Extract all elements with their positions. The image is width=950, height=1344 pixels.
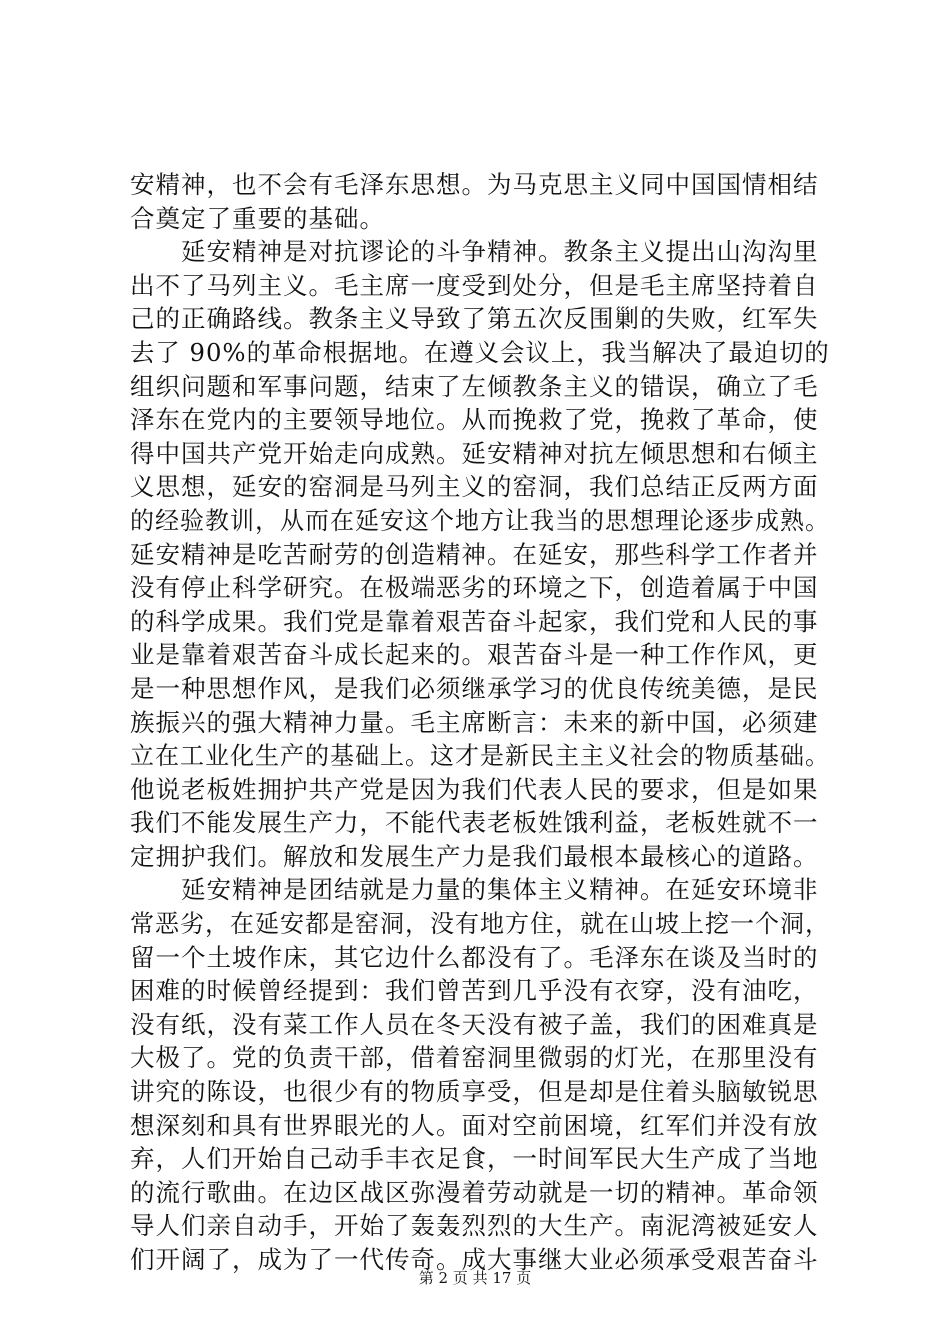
text-line: 业是靠着艰苦奋斗成长起来的。艰苦奋斗是一种工作作风，更 xyxy=(130,640,819,670)
body-text xyxy=(130,168,830,1277)
text-line: 们开阔了，成为了一代传奇。成大事继大业必须承受艰苦奋斗 xyxy=(130,1245,819,1274)
text-line: 困难的时候曾经提到：我们曾苦到几乎没有衣穿，没有油吃， xyxy=(130,976,819,1006)
text-line: 定拥护我们。解放和发展生产力是我们最根本最核心的道路。 xyxy=(130,841,819,871)
text-line: 组织问题和军事问题，结束了左倾教条主义的错误，确立了毛 xyxy=(130,371,819,401)
text-line: 立在工业化生产的基础上。这才是新民主主义社会的物质基础。 xyxy=(130,741,830,771)
text-line: 导人们亲自动手，开始了轰轰烈烈的大生产。南泥湾被延安人 xyxy=(130,1211,819,1241)
text-line: 的科学成果。我们党是靠着艰苦奋斗起家，我们党和人民的事 xyxy=(130,606,819,636)
text-line: 弃，人们开始自己动手丰衣足食，一时间军民大生产成了当地 xyxy=(130,1144,819,1174)
text-line: 留一个土坡作床，其它边什么都没有了。毛泽东在谈及当时的 xyxy=(130,942,819,972)
text-line: 他说老板姓拥护共产党是因为我们代表人民的要求，但是如果 xyxy=(130,774,819,804)
text-line: 没有停止科学研究。在极端恶劣的环境之下，创造着属于中国 xyxy=(130,573,819,603)
text-line: 得中国共产党开始走向成熟。延安精神对抗左倾思想和右倾主 xyxy=(130,438,819,468)
text-line: 安精神，也不会有毛泽东思想。为马克思主义同中国国情相结 xyxy=(130,170,819,199)
text-line: 延安精神是吃苦耐劳的创造精神。在延安，那些科学工作者并 xyxy=(130,539,819,569)
text-line: 出不了马列主义。毛主席一度受到处分，但是毛主席坚持着自 xyxy=(130,270,819,300)
text-line: 是一种思想作风，是我们必须继承学习的优良传统美德，是民 xyxy=(130,673,819,703)
text-line: 己的正确路线。教条主义导致了第五次反围剿的失败，红军失 xyxy=(130,304,819,334)
text-line: 族振兴的强大精神力量。毛主席断言：未来的新中国，必须建 xyxy=(130,707,819,737)
text-line: 去了 90%的革命根据地。在遵义会议上，我当解决了最迫切的 xyxy=(130,337,830,367)
text-line: 义思想，延安的窑洞是马列主义的窑洞，我们总结正反两方面 xyxy=(130,472,819,502)
text-line: 的经验教训，从而在延安这个地方让我当的思想理论逐步成熟。 xyxy=(130,505,830,535)
text-line: 没有纸，没有菜工作人员在冬天没有被子盖，我们的困难真是 xyxy=(130,1009,819,1039)
text-line: 合奠定了重要的基础。 xyxy=(130,203,385,233)
text-line: 讲究的陈设，也很少有的物质享受，但是却是住着头脑敏锐思 xyxy=(130,1077,819,1107)
text-line: 延安精神是团结就是力量的集体主义精神。在延安环境非 xyxy=(130,875,819,905)
text-line: 我们不能发展生产力，不能代表老板姓饿利益，老板姓就不一 xyxy=(130,808,819,838)
page-footer: 第 2 页 共 17 页 xyxy=(418,1269,532,1287)
text-line: 想深刻和具有世界眼光的人。面对空前困境，红军们并没有放 xyxy=(130,1110,819,1140)
text-line: 常恶劣，在延安都是窑洞，没有地方住，就在山坡上挖一个洞， xyxy=(130,909,830,939)
text-line: 泽东在党内的主要领导地位。从而挽救了党，挽救了革命，使 xyxy=(130,405,819,435)
text-line: 大极了。党的负责干部，借着窑洞里微弱的灯光，在那里没有 xyxy=(130,1043,819,1073)
text-line: 的流行歌曲。在边区战区弥漫着劳动就是一切的精神。革命领 xyxy=(130,1177,819,1207)
text-line: 延安精神是对抗谬论的斗争精神。教条主义提出山沟沟里 xyxy=(130,237,819,267)
